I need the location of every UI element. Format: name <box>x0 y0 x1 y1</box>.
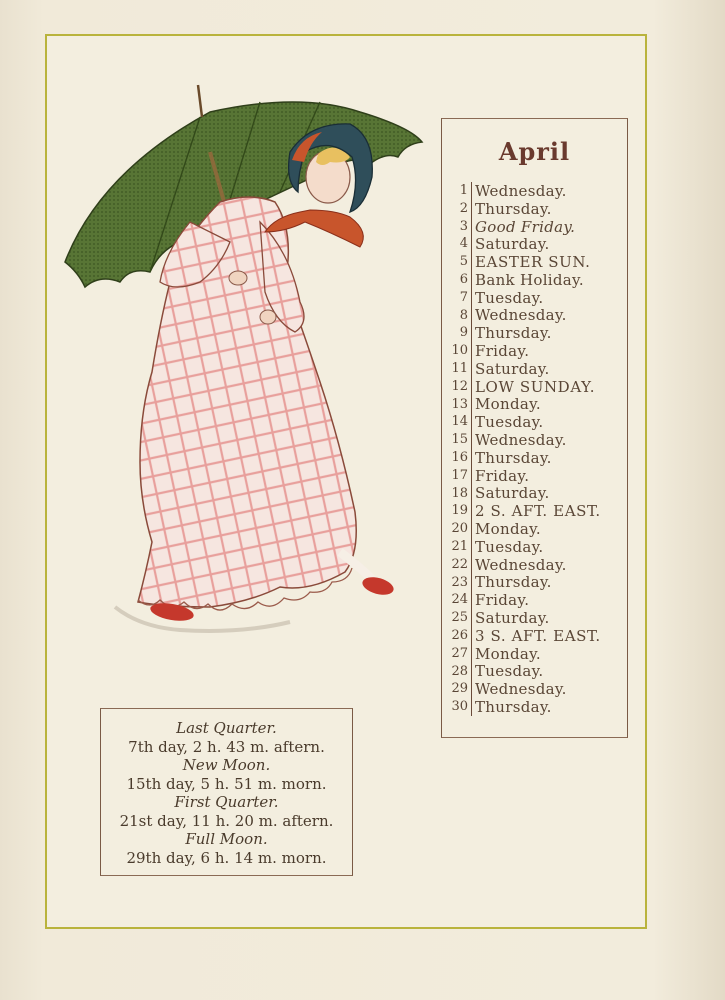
day-number: 9 <box>442 324 472 342</box>
day-name: Monday. <box>475 644 541 663</box>
day-name: Friday. <box>475 591 530 610</box>
day-name: Wednesday. <box>475 181 567 200</box>
month-title: April <box>498 137 571 166</box>
day-name: Wednesday. <box>475 555 567 574</box>
day-name: Thursday. <box>475 448 552 467</box>
moon-phase-detail: 21st day, 11 h. 20 m. aftern. <box>119 811 334 830</box>
day-row <box>442 431 627 449</box>
day-row <box>442 627 627 645</box>
day-row <box>442 413 627 431</box>
day-row <box>442 574 627 592</box>
day-row <box>442 520 627 538</box>
day-row <box>442 680 627 698</box>
day-name: Saturday. <box>475 235 550 254</box>
day-number: 2 <box>442 200 472 218</box>
day-name: Thursday. <box>475 573 552 592</box>
day-name: 2 S. AFT. EAST. <box>475 502 601 521</box>
day-number: 20 <box>442 520 472 538</box>
day-row <box>442 235 627 253</box>
day-number: 5 <box>442 253 472 271</box>
day-row <box>442 360 627 378</box>
day-row <box>442 324 627 342</box>
day-number: 4 <box>442 235 472 253</box>
day-number: 29 <box>442 680 472 698</box>
moon-phase-detail: 29th day, 6 h. 14 m. morn. <box>126 848 327 867</box>
day-row <box>442 609 627 627</box>
day-row <box>442 467 627 485</box>
day-name: Thursday. <box>475 199 552 218</box>
day-row <box>442 342 627 360</box>
day-row <box>442 182 627 200</box>
day-row <box>442 485 627 503</box>
day-name: Tuesday. <box>475 413 544 432</box>
moon-phase-heading: New Moon. <box>182 756 271 774</box>
day-name: Good Friday. <box>475 217 576 236</box>
day-number: 15 <box>442 431 472 449</box>
day-row <box>442 663 627 681</box>
day-name: Friday. <box>475 342 530 361</box>
day-number: 11 <box>442 360 472 378</box>
day-row <box>442 591 627 609</box>
day-name: EASTER SUN. <box>475 253 591 272</box>
day-number: 14 <box>442 413 472 431</box>
day-number: 18 <box>442 485 472 503</box>
day-number: 22 <box>442 556 472 574</box>
day-name: Monday. <box>475 395 541 414</box>
girl-with-umbrella-illustration <box>60 82 440 652</box>
day-number: 1 <box>442 182 472 200</box>
day-name: Wednesday. <box>475 431 567 450</box>
april-calendar <box>441 118 628 738</box>
day-name: 3 S. AFT. EAST. <box>475 626 601 645</box>
day-name: Wednesday. <box>475 306 567 325</box>
day-row <box>442 271 627 289</box>
day-number: 25 <box>442 609 472 627</box>
day-number: 19 <box>442 502 472 520</box>
day-number: 21 <box>442 538 472 556</box>
day-name: Saturday. <box>475 609 550 628</box>
day-name: Tuesday. <box>475 537 544 556</box>
day-number: 27 <box>442 645 472 663</box>
day-number: 24 <box>442 591 472 609</box>
day-row <box>442 396 627 414</box>
day-number: 23 <box>442 574 472 592</box>
day-number: 7 <box>442 289 472 307</box>
day-name: Bank Holiday. <box>475 270 584 289</box>
day-number: 26 <box>442 627 472 645</box>
day-row <box>442 502 627 520</box>
day-name: Tuesday. <box>475 288 544 307</box>
day-row <box>442 698 627 716</box>
day-number: 3 <box>442 218 472 236</box>
moon-phase-heading: Full Moon. <box>185 830 268 848</box>
moon-phase-heading: Last Quarter. <box>176 719 277 737</box>
moon-phase-detail: 7th day, 2 h. 43 m. aftern. <box>128 737 325 756</box>
day-row <box>442 218 627 236</box>
day-number: 16 <box>442 449 472 467</box>
day-row <box>442 289 627 307</box>
day-name: Tuesday. <box>475 662 544 681</box>
day-name: Monday. <box>475 520 541 539</box>
day-number: 30 <box>442 698 472 716</box>
moon-phase-heading: First Quarter. <box>174 793 279 811</box>
day-row <box>442 378 627 396</box>
day-list <box>442 182 627 716</box>
day-name: Thursday. <box>475 324 552 343</box>
day-row <box>442 200 627 218</box>
moon-phase-detail: 15th day, 5 h. 51 m. morn. <box>126 774 327 793</box>
day-number: 17 <box>442 467 472 485</box>
moon-phases-box <box>100 708 353 876</box>
day-row <box>442 556 627 574</box>
day-row <box>442 538 627 556</box>
day-name: LOW SUNDAY. <box>475 377 596 396</box>
day-number: 28 <box>442 663 472 681</box>
day-row <box>442 253 627 271</box>
day-row <box>442 449 627 467</box>
day-row <box>442 307 627 325</box>
day-name: Saturday. <box>475 359 550 378</box>
day-name: Saturday. <box>475 484 550 503</box>
day-number: 10 <box>442 342 472 360</box>
day-name: Thursday. <box>475 698 552 717</box>
day-number: 12 <box>442 378 472 396</box>
day-number: 8 <box>442 307 472 325</box>
day-name: Wednesday. <box>475 680 567 699</box>
day-row <box>442 645 627 663</box>
day-name: Friday. <box>475 466 530 485</box>
day-number: 6 <box>442 271 472 289</box>
day-number: 13 <box>442 396 472 414</box>
